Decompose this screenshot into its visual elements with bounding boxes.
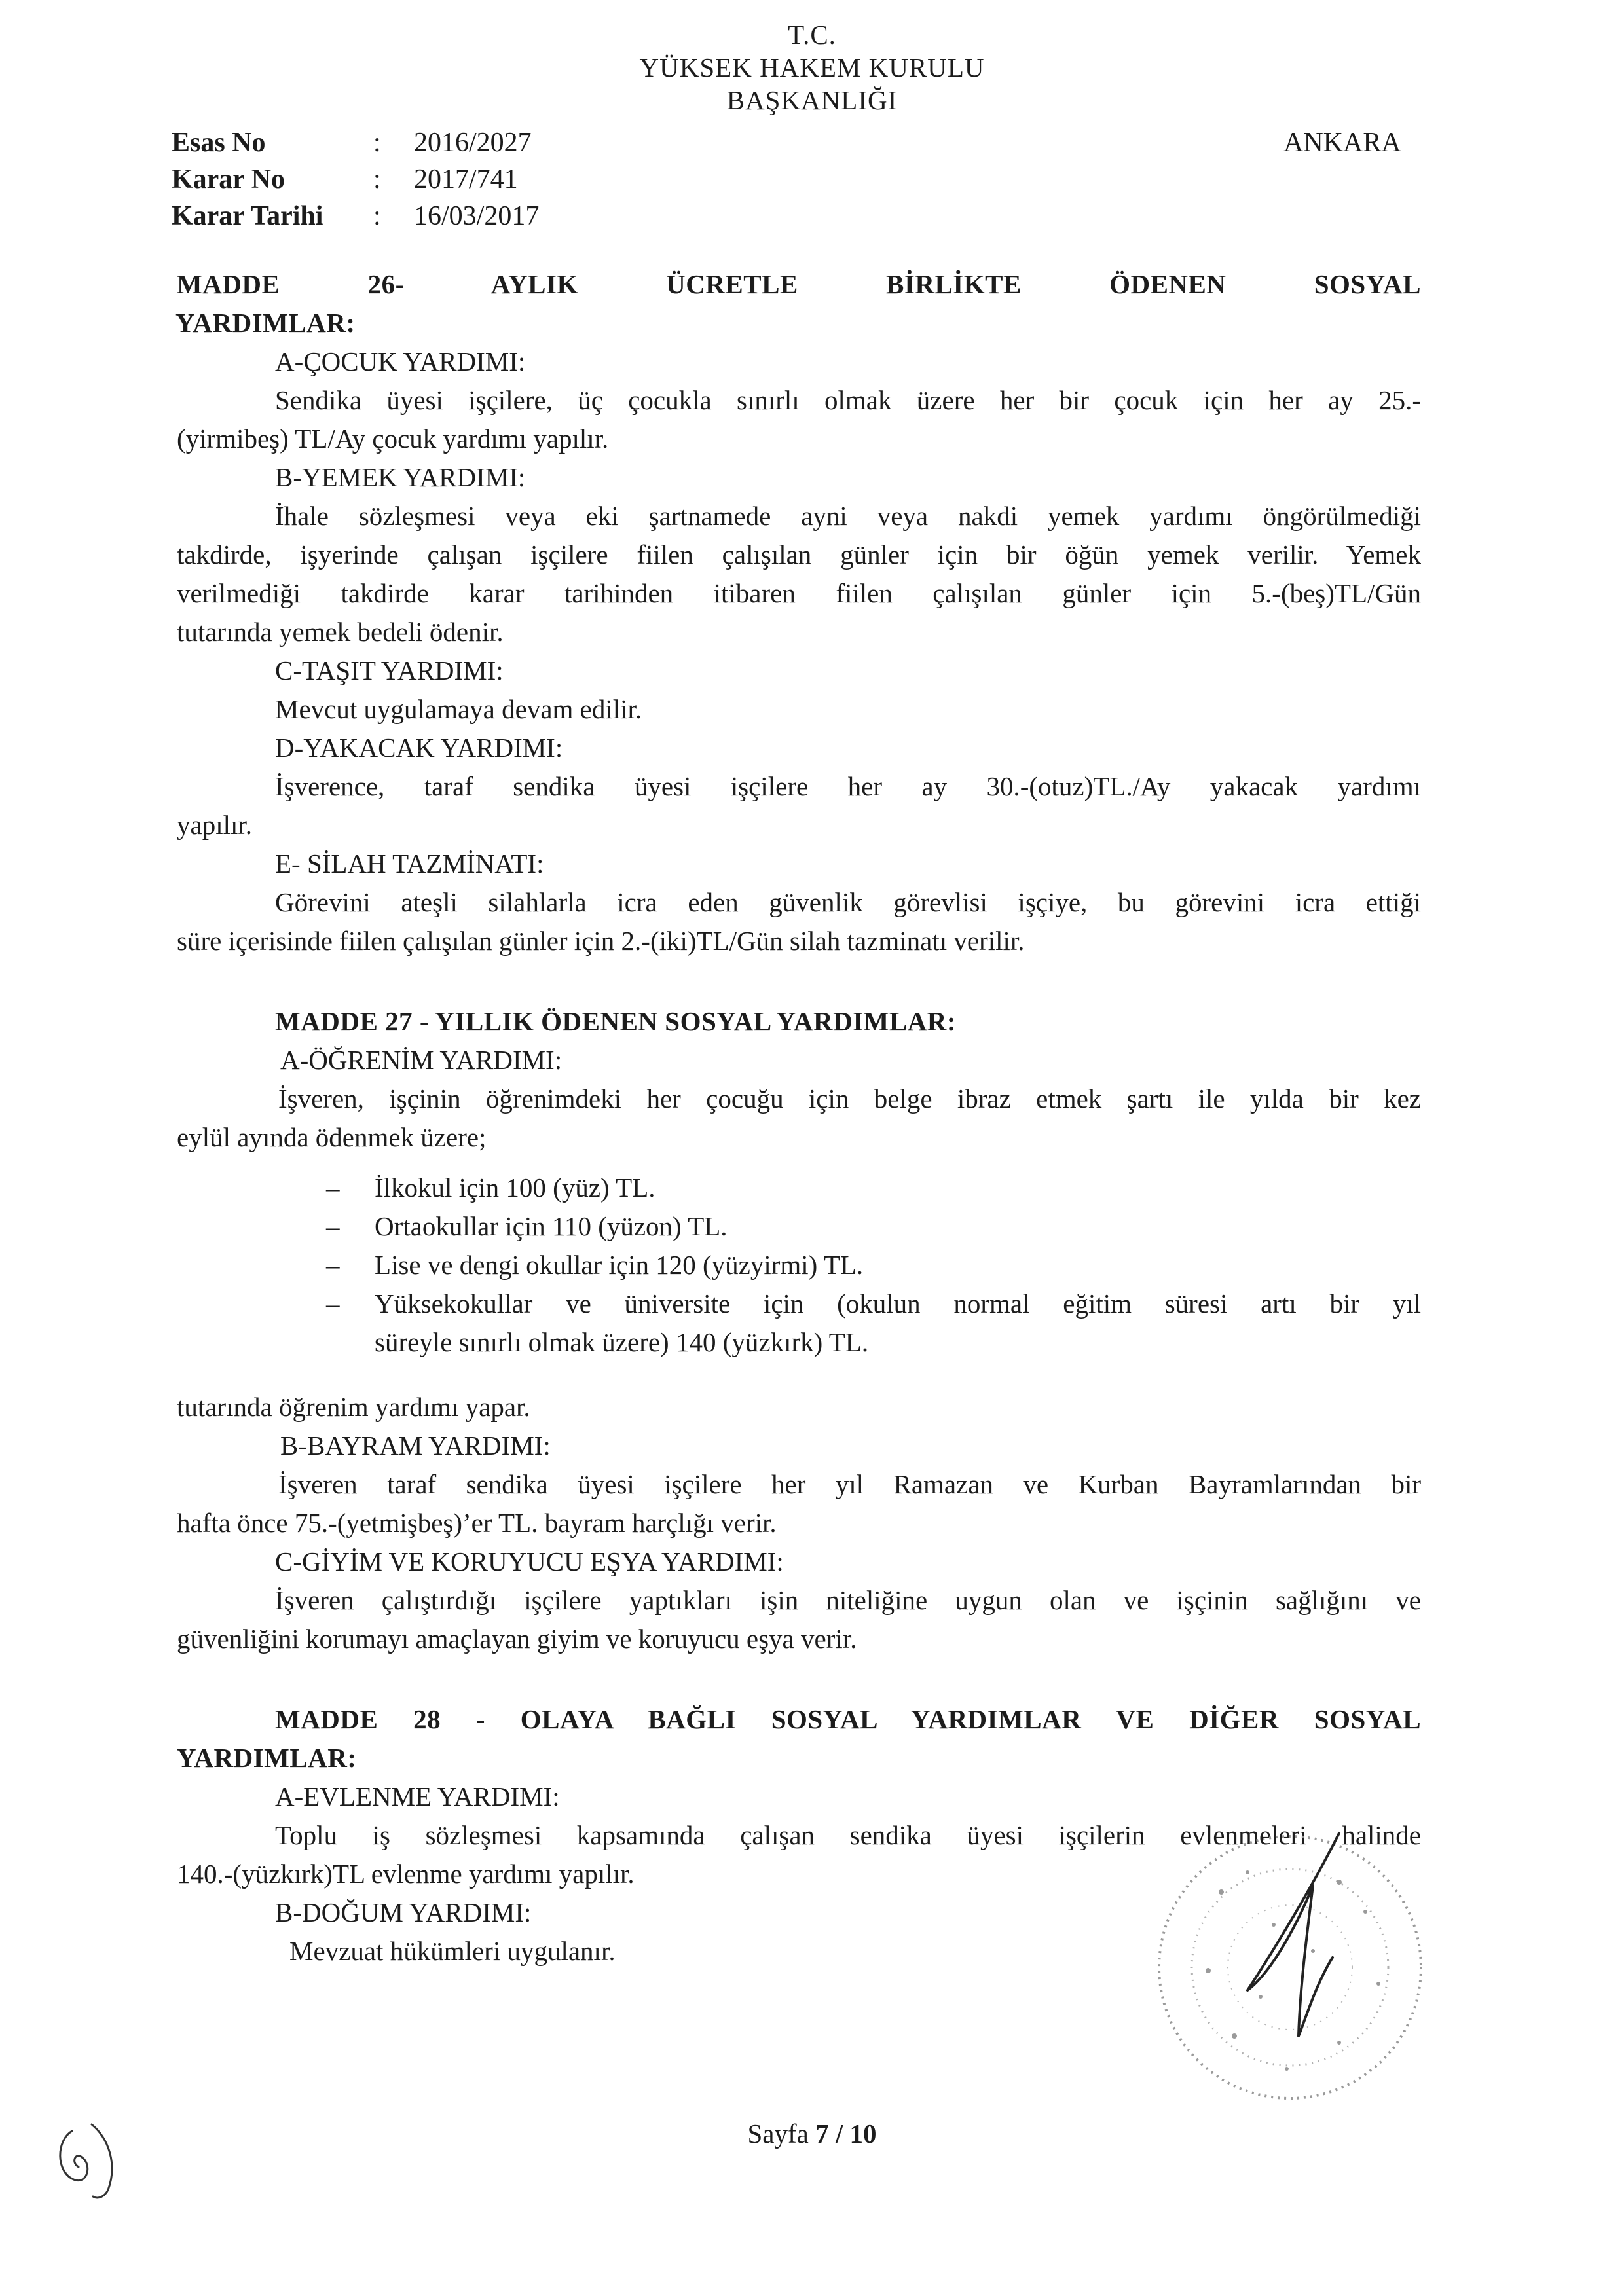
heading-word: MADDE [177,269,280,299]
madde-26-a-text: Sendika üyesi işçilere, üç çocukla sınırlı olmak üzere her bir çocuk için her ay 25.- [275,385,1421,415]
madde-27-c-text: İşveren çalıştırdığı işçilere yaptıkları işin niteliğine uygun olan ve işçinin sağlığını ve [275,1585,1421,1615]
heading-word: MADDE [275,1704,378,1734]
heading-word: OLAYA [520,1704,613,1734]
madde-27-a-text: İşveren, işçinin öğrenimdeki her çocuğu için belge ibraz etmek şartı ile yılda bir kez [278,1084,1421,1114]
header-line-institution: YÜKSEK HAKEM KURULU [639,52,985,82]
meta-colon: : [373,128,381,158]
meta-colon: : [373,164,381,194]
meta-colon: : [373,201,381,231]
madde-28-a-title: A-EVLENME YARDIMI: [275,1781,560,1812]
madde-26-a-text: (yirmibeş) TL/Ay çocuk yardımı yapılır. [177,424,609,454]
list-item-text: İlkokul için 100 (yüz) TL. [375,1173,655,1203]
heading-word: ÖDENEN [1109,269,1227,299]
list-item-text: Yüksekokullar ve üniversite için (okulun normal eğitim süresi artı bir yıl [375,1288,1421,1319]
madde-26-d-text: yapılır. [177,810,253,840]
madde-26-b-text: takdirde, işyerinde çalışan işçilere fiilen çalışılan günler için bir öğün yemek verilir. Yemek [177,539,1421,570]
madde-28-heading-cont: YARDIMLAR: [177,1743,357,1773]
madde-28-b-text: Mevzuat hükümleri uygulanır. [289,1936,616,1966]
madde-26-c-text: Mevcut uygulamaya devam edilir. [275,694,642,724]
madde-27-a-after: tutarında öğrenim yardımı yapar. [177,1392,530,1422]
page-footer [0,2118,1624,2149]
madde-28-b-title: B-DOĞUM YARDIMI: [275,1897,532,1927]
madde-26-b-text: İhale sözleşmesi veya eki şartnamede ayni veya nakdi yemek yardımı öngörülmediği [275,501,1421,531]
list-dash: – [326,1173,340,1203]
madde-26-heading-cont: YARDIMLAR: [175,308,356,338]
heading-word: SOSYAL [1314,269,1421,299]
page-label: Sayfa [747,2119,809,2149]
heading-word: SOSYAL [771,1704,877,1734]
heading-word: VE [1116,1704,1154,1734]
heading-word: BAĞLI [648,1704,736,1734]
madde-26-heading [177,265,1421,304]
list-dash: – [326,1250,340,1280]
list-item [177,1285,1421,1323]
madde-27-a-text: eylül ayında ödenmek üzere; [177,1122,487,1152]
list-item [177,1207,1421,1246]
heading-word: 28 [413,1704,441,1734]
header-line-tc: T.C. [788,20,836,50]
madde-26-d-title: D-YAKACAK YARDIMI: [275,733,563,763]
karar-label: Karar No [172,164,286,194]
madde-26-b-title: B-YEMEK YARDIMI: [275,462,526,492]
heading-word: SOSYAL [1314,1704,1422,1734]
section-gap [177,960,1421,1002]
madde-27-heading: MADDE 27 - YILLIK ÖDENEN SOSYAL YARDIMLAR: [275,1006,957,1036]
madde-28-a-text: 140.-(yüzkırk)TL evlenme yardımı yapılır. [177,1859,635,1889]
madde-26-e-text: süre içerisinde fiilen çalışılan günler için 2.-(iki)TL/Gün silah tazminatı verilir. [177,926,1025,956]
madde-27-c-text: güvenliğini korumayı amaçlayan giyim ve koruyucu eşya verir. [177,1624,857,1654]
heading-word: AYLIK [490,269,578,299]
city-label: ANKARA [1283,128,1401,158]
heading-word: ÜCRETLE [666,269,798,299]
heading-word: YARDIMLAR [910,1704,1082,1734]
madde-27-b-text: hafta önce 75.-(yetmişbeş)’er TL. bayram harçlığı verir. [177,1508,777,1538]
list-gap [177,1362,1421,1388]
madde-27-b-text: İşveren taraf sendika üyesi işçilere her yıl Ramazan ve Kurban Bayramlarından bir [278,1469,1421,1499]
official-stamp-icon [1143,1820,1437,2115]
madde-26-b-text: verilmediği takdirde karar tarihinden itibaren fiilen çalışılan günler için 5.-(beş)TL/Gün [177,578,1421,608]
madde-27-b-title: B-BAYRAM YARDIMI: [280,1430,551,1461]
tarih-value: 16/03/2017 [414,201,540,231]
page-number: 7 / 10 [815,2119,877,2149]
document-header [0,18,1624,117]
madde-26-a-title: A-ÇOCUK YARDIMI: [275,346,526,376]
list-item-text: Lise ve dengi okullar için 120 (yüzyirmi) TL. [375,1250,864,1280]
madde-28-heading [177,1700,1421,1739]
list-dash: – [326,1211,340,1241]
heading-word: BİRLİKTE [886,269,1022,299]
madde-26-c-title: C-TAŞIT YARDIMI: [275,655,504,685]
madde-26-d-text: İşverence, taraf sendika üyesi işçilere her ay 30.-(otuz)TL./Ay yakacak yardımı [275,771,1421,801]
heading-word: - [475,1704,486,1734]
document-body [177,265,1421,1971]
esas-value: 2016/2027 [414,128,532,158]
heading-word: 26- [367,269,405,299]
list-item [177,1169,1421,1207]
madde-26-b-text: tutarında yemek bedeli ödenir. [177,617,504,647]
list-item [177,1246,1421,1285]
education-aid-list [177,1169,1421,1362]
esas-label: Esas No [172,128,266,158]
madde-28-a-text: Toplu iş sözleşmesi kapsamında çalışan sendika üyesi işçilerin evlenmeleri halinde [275,1820,1421,1850]
karar-value: 2017/741 [414,164,518,194]
madde-26-e-text: Görevini ateşli silahlarla icra eden güvenlik görevlisi işçiye, bu görevini icra ettiği [275,887,1421,917]
madde-27-c-title: C-GİYİM VE KORUYUCU EŞYA YARDIMI: [275,1546,784,1576]
list-dash: – [326,1288,340,1319]
heading-word: DİĞER [1189,1704,1280,1734]
list-item-cont: süreyle sınırlı olmak üzere) 140 (yüzkırk) TL. [375,1327,869,1357]
header-line-presidency: BAŞKANLIĞI [726,85,898,115]
list-item-text: Ortaokullar için 110 (yüzon) TL. [375,1211,728,1241]
section-gap [177,1658,1421,1700]
madde-27-a-title: A-ÖĞRENİM YARDIMI: [280,1045,563,1075]
madde-26-e-title: E- SİLAH TAZMİNATI: [275,848,544,879]
tarih-label: Karar Tarihi [172,201,323,231]
